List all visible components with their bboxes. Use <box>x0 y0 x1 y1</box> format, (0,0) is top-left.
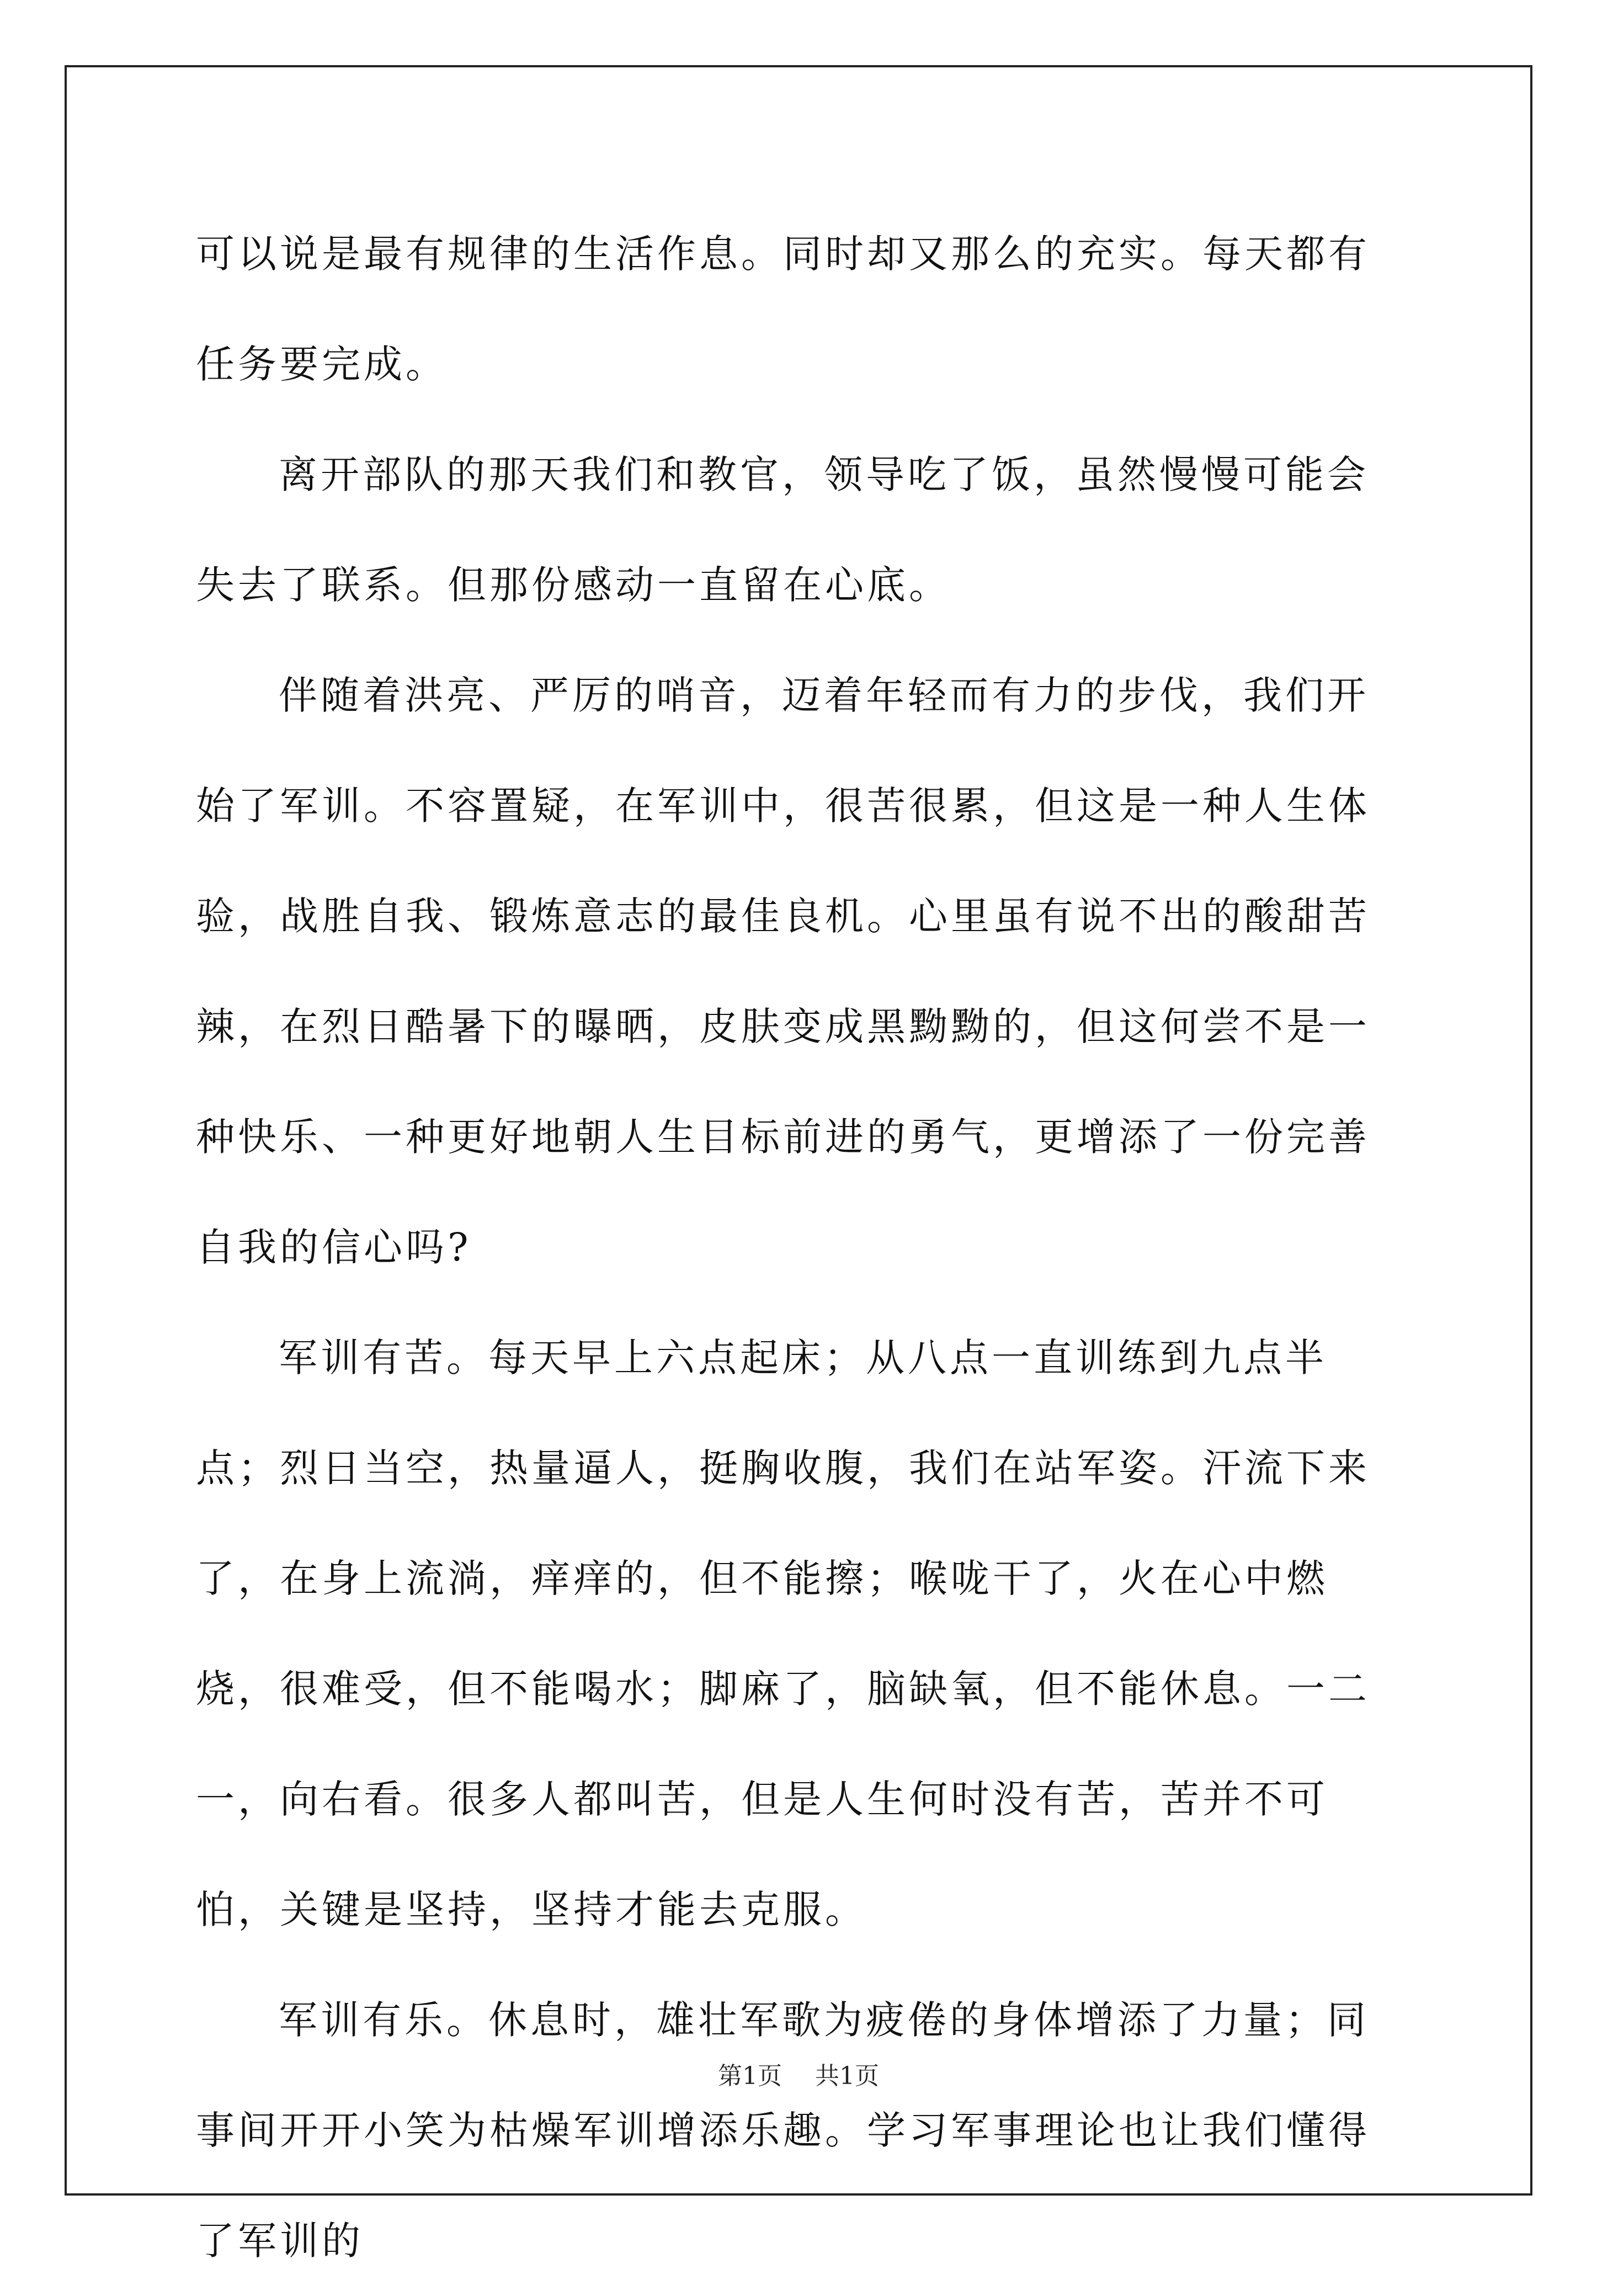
page-number: 第1页 <box>718 2062 782 2090</box>
paragraph-2: 离开部队的那天我们和教官，领导吃了饭，虽然慢慢可能会失去了联系。但那份感动一直留在心底。 <box>196 452 1369 608</box>
page-footer <box>0 2056 1597 2091</box>
paragraph-3: 伴随着洪亮、严厉的哨音，迈着年轻而有力的步伐，我们开始了军训。不容置疑，在军训中，很苦很累，但这是一种人生体验，战胜自我、锻炼意志的最佳良机。心里虽有说不出的酸甜苦辣，在烈日酷暑下的曝晒，皮肤变成黑黝黝的，但这何尝不是一种快乐、一种更好地朝人生目标前进的勇气，更增添了一份完善自我的信心吗? <box>196 673 1370 1270</box>
paragraph-5: 军训有乐。休息时，雄壮军歌为疲倦的身体增添了力量；同事间开开小笑为枯燥军训增添乐趣。学习军事理论也让我们懂得了军训的 <box>196 1997 1370 2263</box>
paragraph-4: 军训有苦。每天早上六点起床；从八点一直训练到九点半点；烈日当空，热量逼人，挺胸收腹，我们在站军姿。汗流下来了，在身上流淌，痒痒的，但不能擦；喉咙干了，火在心中燃烧，很难受，但不能喝水；脚麻了，脑缺氧，但不能休息。一二一，向右看。很多人都叫苦，但是人生何时没有苦，苦并不可怕，关键是坚持，坚持才能去克服。 <box>196 1335 1370 1932</box>
document-body <box>196 199 1410 2296</box>
paragraph-1: 可以说是最有规律的生活作息。同时却又那么的充实。每天都有任务要完成。 <box>196 231 1370 387</box>
page-total: 共1页 <box>815 2062 879 2090</box>
